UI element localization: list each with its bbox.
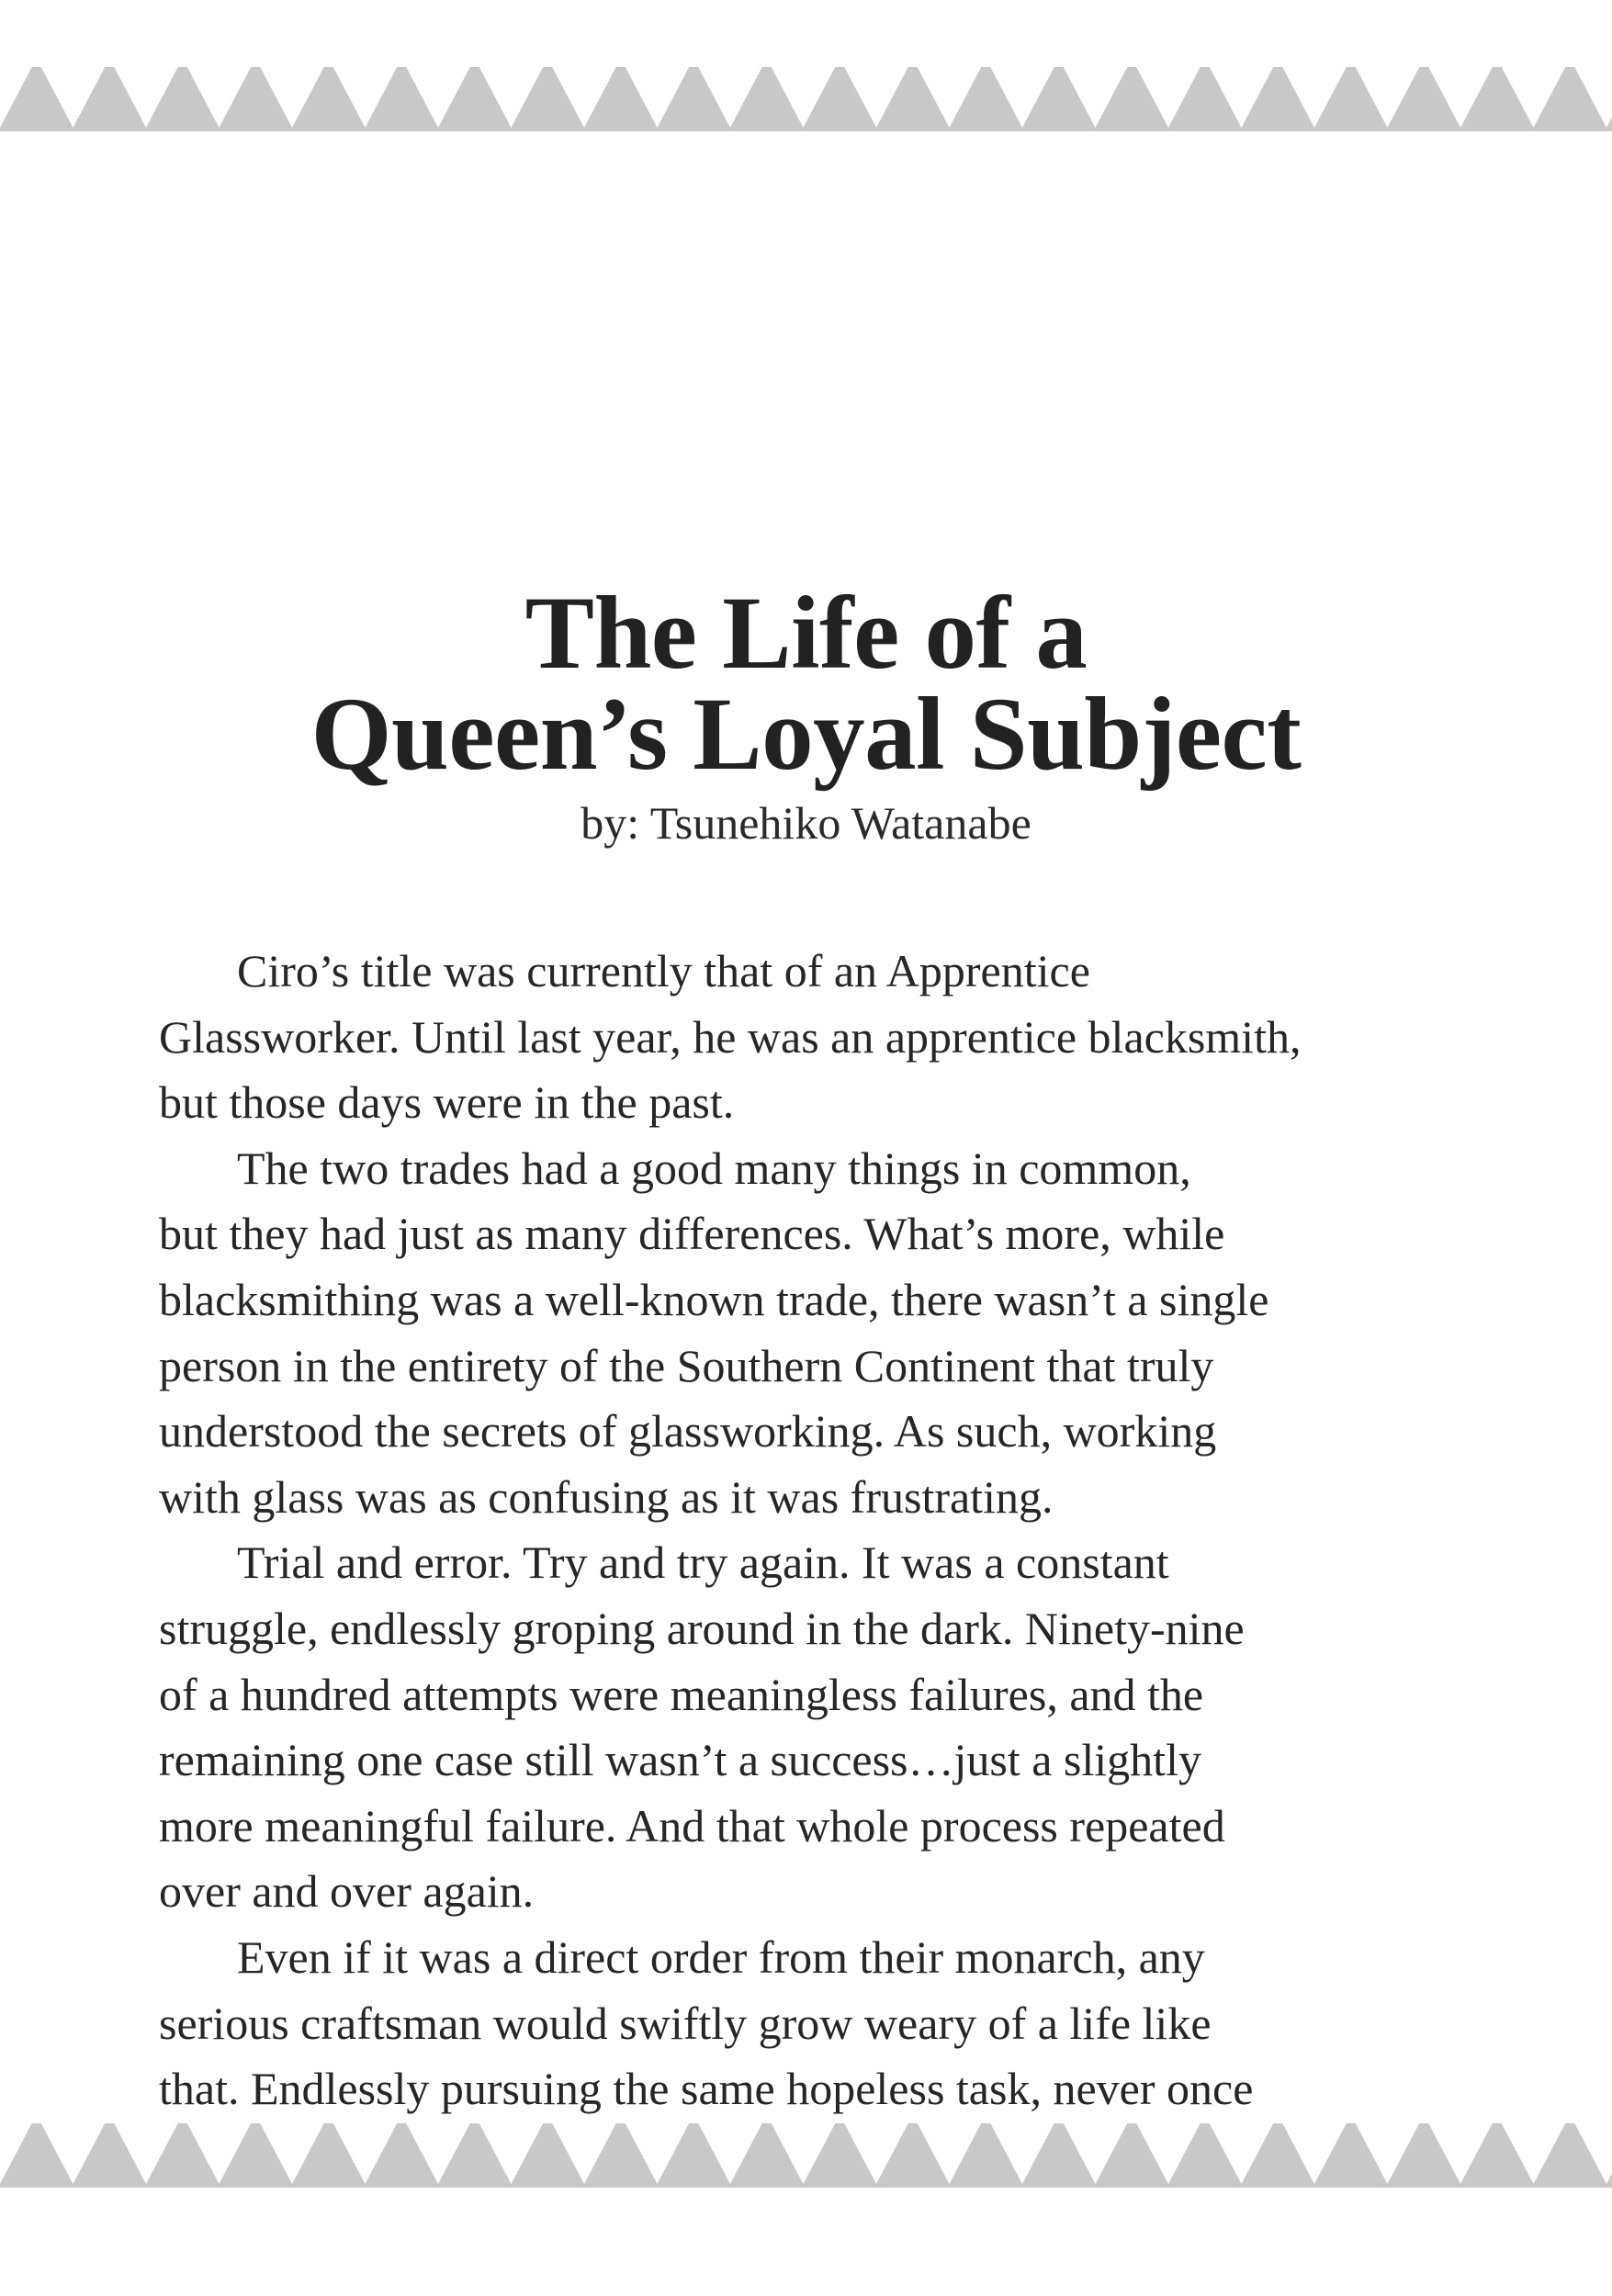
triangle-pattern-icon [0, 2123, 1612, 2188]
text-line: understood the secrets of glassworking. As such, working [159, 1405, 1217, 1458]
top-triangle-border [0, 67, 1612, 131]
text-line: more meaningful failure. And that whole process repeated [159, 1799, 1225, 1851]
author-byline: by: Tsunehiko Watanabe [581, 797, 1031, 849]
text-line: with glass was as confusing as it was frustrating. [159, 1470, 1054, 1523]
text-line: over and over again. [159, 1865, 535, 1918]
triangle-pattern-icon [0, 67, 1612, 131]
chapter-title-line-1: The Life of a [524, 576, 1088, 691]
text-line: struggle, endlessly groping around in the dark. Ninety-nine [159, 1602, 1245, 1654]
text-line: of a hundred attempts were meaningless failures, and the [159, 1668, 1204, 1720]
text-line: remaining one case still wasn’t a success…just a slightly [159, 1734, 1201, 1786]
text-line: Ciro’s title was currently that of an Apprentice [237, 945, 1090, 996]
text-line: but they had just as many differences. What’s more, while [159, 1208, 1225, 1260]
text-line: serious craftsman would swiftly grow weary of a life like [159, 1997, 1212, 2049]
chapter-heading [0, 576, 1612, 855]
text-line: Glassworker. Until last year, he was an apprentice blacksmith, [159, 1010, 1302, 1063]
text-line: The two trades had a good many things in common, [237, 1142, 1191, 1194]
chapter-title-line-2: Queen’s Loyal Subject [310, 677, 1302, 792]
text-line: blacksmithing was a well-known trade, there wasn’t a single [159, 1273, 1269, 1325]
text-line: Trial and error. Try and try again. It was a constant [237, 1536, 1169, 1589]
story-body [159, 939, 1491, 2122]
text-line: that. Endlessly pursuing the same hopeless task, never once [159, 2063, 1254, 2115]
text-line: Even if it was a direct order from their monarch, any [237, 1930, 1205, 1983]
text-line: person in the entirety of the Southern Continent that truly [159, 1339, 1214, 1391]
bottom-triangle-border [0, 2123, 1612, 2188]
text-line: but those days were in the past. [159, 1076, 735, 1129]
